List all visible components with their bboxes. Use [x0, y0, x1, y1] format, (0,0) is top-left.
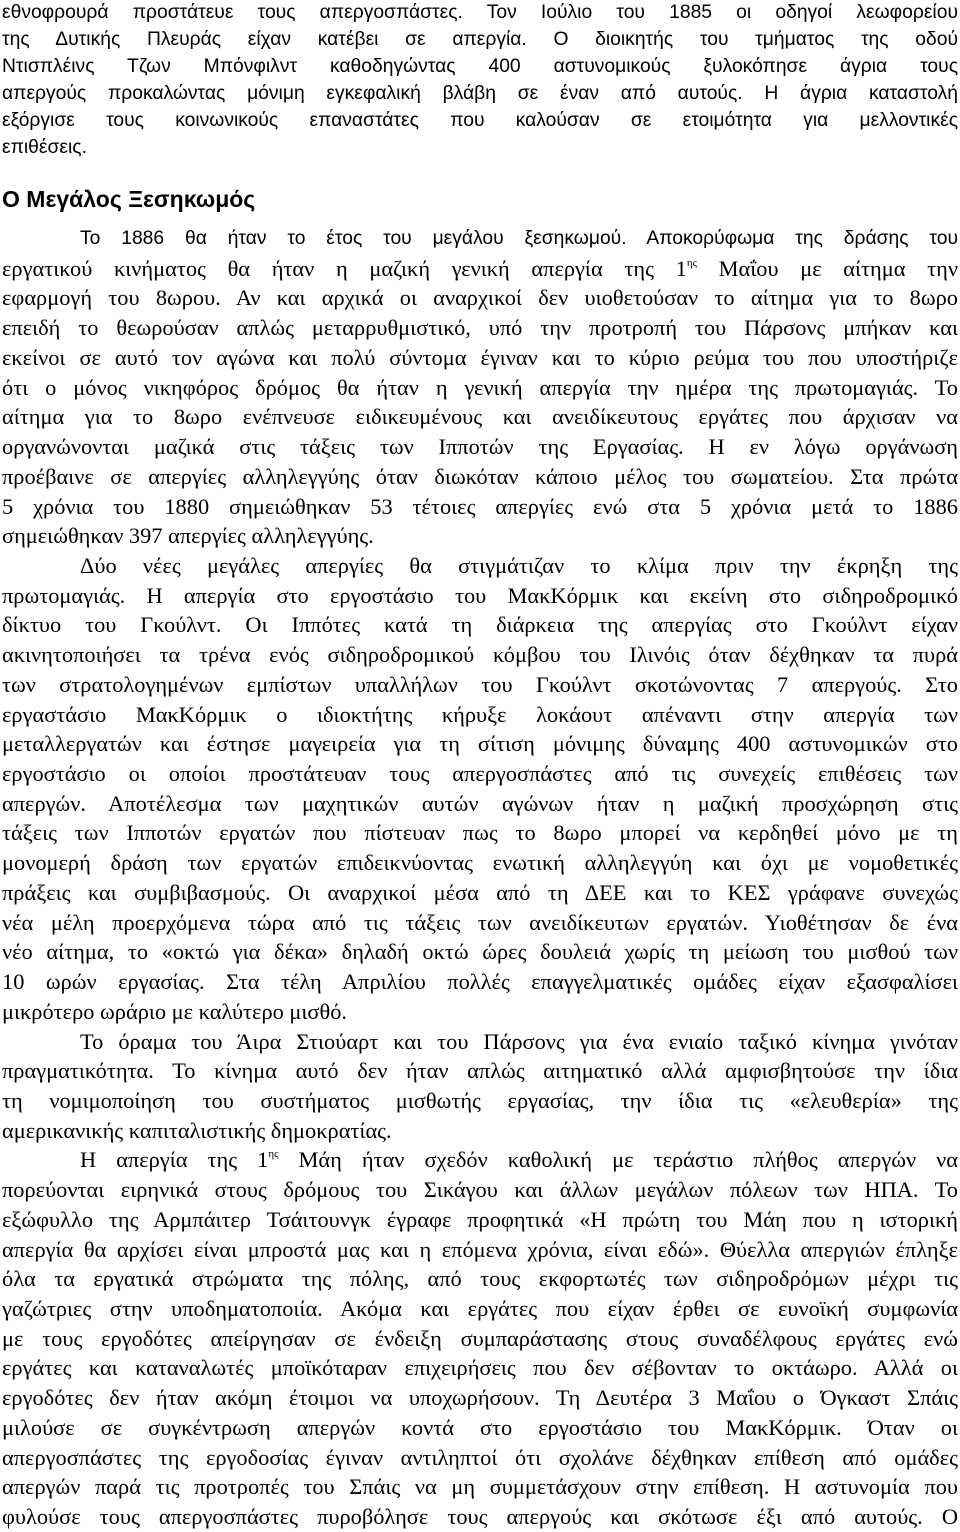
line-part: Η απεργία της 1: [80, 1147, 269, 1173]
paragraph-line: 5 χρόνια του 1880 σημειώθηκαν 53 τέτοιες απεργίες ενώ στα 5 χρόνια μετά το 1886: [2, 493, 958, 519]
paragraph-line: πραγματικότητα. Το κίνημα αυτό δεν ήταν απλώς αιτηματικό αλλά αμφισβητούσε την ίδια: [2, 1058, 958, 1084]
paragraph-line: πρωτομαγιάς. Η απεργία στο εργοστάσιο του ΜακΚόρμικ και εκείνη στο σιδηροδρομικό: [2, 582, 958, 608]
ordinal-suffix: ης: [268, 1148, 279, 1161]
paragraph-line: επιθέσεις.: [2, 137, 87, 158]
paragraph-line: απεργοσπάστες της εργοδοσίας έγιναν αντιληπτοί ότι σχολάνε δέχθηκαν επίθεση από ομάδες: [2, 1444, 958, 1470]
paragraph-line: εξόργισε τους κοινωνικούς επαναστάτες που καλούσαν σε ετοιμότητα για μελλοντικές: [2, 110, 958, 131]
paragraph-line: απεργών. Αποτέλεσμα των μαχητικών αυτών αγώνων ήταν η μαζική προσχώρηση στις: [2, 790, 958, 816]
paragraph-line: νέο αίτημα, το «οκτώ για δέκα» δηλαδή οκτώ ώρες δουλειά χωρίς τη μείωση του μισθού των: [2, 939, 958, 965]
paragraph-line: πράξεις και συμβιβασμούς. Οι αναρχικοί μέσα από τη ΔΕΕ και το ΚΕΣ γράφανε συνεχώς: [2, 879, 958, 905]
paragraph-line: επειδή το θεωρούσαν απλώς μεταρρυθμιστικό, υπό την προτροπή του Πάρσονς μπήκαν και: [2, 315, 958, 341]
paragraph-line: πορεύονται ειρηνικά στους δρόμους του Σικάγου και άλλων μεγάλων πόλεων των ΗΠΑ. Το: [2, 1177, 958, 1203]
paragraph-line: Ντισπλέινς Τζων Μπόνφιλντ καθοδηγώντας 400 αστυνομικούς ξυλοκόπησε άγρια τους: [2, 56, 958, 77]
paragraph-line: απεργία θα αρχίσει είναι μπροστά μας και η επόμενα χρόνια, είναι εδώ». Θύελλα απεργιών έπληξε: [2, 1236, 958, 1262]
paragraph-line: ότι ο μόνος νικηφόρος δρόμος θα ήταν η γενική απεργία την ημέρα της πρωτομαγιάς. Το: [2, 374, 958, 400]
paragraph-line: με τους εργοδότες απείργησαν σε ένδειξη συμπαράστασης στους συναδέλφους εργάτες ενώ: [2, 1325, 958, 1351]
ordinal-suffix: ης: [686, 256, 697, 269]
paragraph-line: εργάτες και καταναλωτές μποϊκόταραν επιχειρήσεις που δεν σέβονταν το οκτάωρο. Αλλά οι: [2, 1355, 958, 1381]
paragraph-line: [80, 1145, 958, 1175]
paragraph-line: σημειώθηκαν 397 απεργίες αλληλεγγύης.: [2, 523, 374, 549]
paragraph-line: Το όραμα του Άιρα Στιούαρτ και του Πάρσονς για ένα ενιαίο ταξικό κίνημα γινόταν: [80, 1028, 958, 1054]
paragraph-line: εργοδότες δεν ήταν ακόμη έτοιμοι να υποχωρήσουν. Τη Δευτέρα 3 Μαΐου ο Όγκαστ Σπάις: [2, 1385, 958, 1411]
paragraph-line: μεταλλεργατών και έστησε μαγειρεία για τη σίτιση μόνιμης δύναμης 400 αστυνομικών στο: [2, 731, 958, 757]
paragraph-line: προέβαινε σε απεργίες αλληλεγγύης όταν διωκόταν κάποιο μέλος του σωματείου. Στα πρώτα: [2, 463, 958, 489]
paragraph-line: [2, 254, 958, 284]
paragraph-line: Δύο νέες μεγάλες απεργίες θα στιγμάτιζαν το κλίμα πριν την έκρηξη της: [80, 552, 958, 578]
paragraph-line: εκείνοι σε αυτό τον αγώνα και πολύ σύντομα έγιναν και το κύριο ρεύμα του που υποστήριζε: [2, 344, 958, 370]
paragraph-line: οργανώνονται μαζικά στις τάξεις των Ιπποτών της Εργασίας. Η εν λόγω οργάνωση: [2, 434, 958, 459]
paragraph-line: μικρότερο ωράριο με καλύτερο μισθό.: [2, 998, 348, 1024]
line-part: εργατικού κινήματος θα ήταν η μαζική γενική απεργία της 1: [2, 255, 687, 281]
paragraph-line: μονομερή δράση των εργατών επιδεικνύοντας ενωτική αλληλεγγύη και όχι με νομοθετικές: [2, 850, 958, 876]
paragraph-line: απεργούς προκαλώντας μόνιμη εγκεφαλική βλάβη σε έναν από αυτούς. Η άγρια καταστολή: [2, 83, 958, 104]
section-heading: Ο Μεγάλος Ξεσηκωμός: [2, 186, 256, 212]
line-part: Μάη ήταν σχεδόν καθολική με τεράστιο πλήθος απεργών να: [278, 1147, 958, 1173]
paragraph-line: γαζώτριες στην υποδηματοποιία. Ακόμα και εργάτες που είχαν έρθει σε ευνοϊκή συμφωνία: [2, 1296, 958, 1321]
paragraph-line: εξώφυλλο της Αρμπάιτερ Τσάιτουνγκ έγραφε προφητικά «Η πρώτη του Μάη που η ιστορική: [2, 1206, 958, 1232]
paragraph-line: φυλούσε τους απεργοσπάστες πυροβόλησε τους απεργούς και σκότωσε έξι από αυτούς. Ο: [2, 1504, 958, 1529]
paragraph-line: εργοστάσιο οι οποίοι προστάτευαν τους απεργοσπάστες από τις συνεχείς επιθέσεις των: [2, 761, 958, 786]
paragraph-line: της Δυτικής Πλευράς είχαν κατέβει σε απεργία. Ο διοικητής του τμήματος της οδού: [2, 29, 958, 50]
paragraph-line: απεργών παρά τις προτροπές του Σπάις να μη συμμετάσχουν στην επίθεση. Η αστυνομία που: [2, 1474, 958, 1500]
paragraph-line: τη νομιμοποίηση του συστήματος μισθωτής εργασίας, την ίδια τις «ελευθερία» της: [2, 1087, 958, 1113]
paragraph-line: αμερικανικής καπιταλιστικής δημοκρατίας.: [2, 1117, 392, 1143]
paragraph-line: 10 ωρών εργασίας. Στα τέλη Απριλίου πολλές επαγγελματικές ομάδες είχαν εξασφαλίσει: [2, 969, 958, 994]
paragraph-line: μιλούσε σε συγκέντρωση απεργών κοντά στο εργοστάσιο του ΜακΚόρμικ. Όταν οι: [2, 1414, 958, 1440]
paragraph-line: Το 1886 θα ήταν το έτος του μεγάλου ξεσηκωμού. Αποκορύφωμα της δράσης του: [80, 228, 958, 249]
paragraph-line: όλα τα εργατικά στρώματα της πόλης, από τους εκφορτωτές των σιδηροδρόμων μέχρι τις: [2, 1266, 958, 1292]
paragraph-line: των στρατολογημένων εμπίστων υπαλλήλων του Γκούλντ σκοτώνοντας 7 απεργούς. Στο: [2, 671, 958, 697]
paragraph-line: ακινητοποιήσει τα τρένα ενός σιδηροδρομικού κόμβου του Ιλινόις όταν δέχθηκαν τα πυρά: [2, 642, 958, 668]
paragraph-line: εργαστάσιο ΜακΚόρμικ ο ιδιοκτήτης κήρυξε λοκάουτ απέναντι στην απεργία των: [2, 701, 958, 727]
line-part: Μαΐου με αίτημα την: [696, 255, 958, 281]
paragraph-line: δίκτυο του Γκούλντ. Οι Ιππότες κατά τη διάρκεια της απεργίας στο Γκούλντ είχαν: [2, 612, 958, 638]
paragraph-line: εφαρμογή του 8ωρου. Αν και αρχικά οι αναρχικοί δεν υιοθετούσαν το αίτημα για το 8ωρο: [2, 285, 958, 311]
paragraph-line: τάξεις των Ιπποτών εργατών που πίστευαν πως το 8ωρο μπορεί να κερδηθεί μόνο με τη: [2, 820, 958, 846]
paragraph-line: εθνοφρουρά προστάτευε τους απεργοσπάστες. Τον Ιούλιο του 1885 οι οδηγοί λεωφορείου: [2, 2, 958, 23]
paragraph-line: νέα μέλη προερχόμενα τώρα από τις τάξεις των ανειδίκευτων εργατών. Υιοθέτησαν δε ένα: [2, 909, 958, 935]
paragraph-line: αίτημα για το 8ωρο ενέπνευσε ειδικευμένους και ανειδίκευτους εργάτες που άρχισαν να: [2, 404, 958, 430]
